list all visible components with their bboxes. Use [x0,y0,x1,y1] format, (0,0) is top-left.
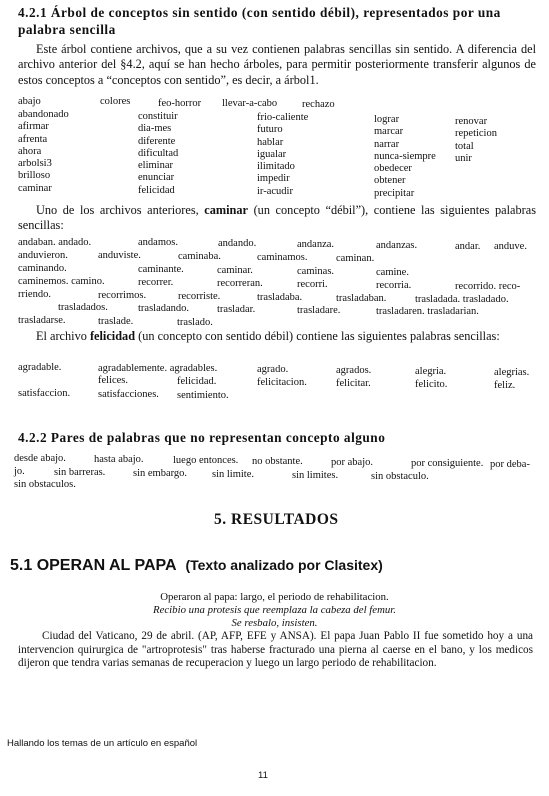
word-item: obedecer [374,163,412,175]
caminar-word: caminar. [217,265,253,276]
felicidad-word: alegrias. [494,367,530,378]
pair-word: luego entonces. [173,455,239,466]
caminar-word: caminan. [336,253,375,264]
pair-word: sin limite. [212,469,254,480]
pair-word: jo. [14,466,25,477]
caminar-word: trasladados. [58,302,108,313]
caminar-word: recorriste. [178,291,221,302]
headline-line-3: Se resbalo, insisten. [231,617,318,629]
caminar-word: anduve. [494,241,527,252]
pair-word: desde abajo. [14,453,66,464]
pair-word: por abajo. [331,457,373,468]
caminar-word: recorrimos. [98,290,147,301]
footer-title: Hallando los temas de un artículo en español [7,738,198,749]
word-item: hablar [257,136,284,148]
felicidad-word: agradable. [18,362,62,373]
word-item: felicidad [138,184,175,196]
word-item: arbolsi3 [18,158,52,170]
word-row1-1: colores [100,96,131,107]
caminar-word: recorreran. [217,278,263,289]
word-item: ilimitado [257,161,295,173]
word-row1-3: llevar-a-cabo [222,98,278,109]
caminar-word: caminas. [297,266,335,277]
caminar-word: traslade. [98,316,134,327]
pair-word: sin obstaculos. [14,479,76,490]
pair-word: no obstante. [252,456,303,467]
headline-line-2: Recibio una protesis que reemplaza la cabeza del femur. [153,604,396,616]
caminar-word: trasladare. [297,305,341,316]
word-item: caminar [18,182,52,194]
word-item: marcar [374,126,404,138]
felicidad-keyword: felicidad [89,329,136,343]
pair-word: sin embargo. [133,468,188,479]
headline-line-1: Operaron al papa: largo, el periodo de rehabilitacion. [160,591,389,603]
word-item: ahora [18,145,42,157]
word-column-2 [138,111,178,197]
felicidad-word: sentimiento. [177,390,229,401]
word-item: total [455,140,474,152]
felicidad-word: felicidad. [177,376,217,387]
caminar-word: andaban. andado. [18,237,92,248]
pair-word: por deba- [490,459,530,470]
pair-word: hasta abajo. [94,454,144,465]
section-51-title: 5.1 OPERAN AL PAPA (Texto analizado por Clasitex) [10,557,383,574]
word-item: frio-caliente [257,112,309,123]
word-item: unir [455,152,472,164]
felicidad-word: agradablemente. agradables. [98,363,218,374]
caminar-word: caminaba. [178,251,221,262]
section-421-title: 4.2.1 Árbol de conceptos sin sentido (con sentido débil), representados por una palabra sencilla [18,5,501,37]
caminar-word: andanzas. [376,240,418,251]
caminar-word: trasladarse. [18,315,66,326]
caminar-word: trasladaba. [257,292,303,303]
word-item: nunca-siempre [374,150,436,162]
felicidad-word: felices. [98,375,129,386]
word-item: diferente [138,135,176,147]
caminar-word: andando. [218,238,257,249]
news-body: Ciudad del Vaticano, 29 de abril. (AP, AFP, EFE y ANSA). El papa Juan Pablo II fue sometido hoy a una intervencion quirurgica de "artroprotesis" tras haberse fracturado una pierna al caerse en el bano, y los medicos dijeron que tendra varias semanas de recuperacion y luego un largo periodo de rehabilitacion. [18,630,533,669]
felicidad-intro: El archivo felicidad (un concepto con sentido débil) contiene las siguientes palabras sencillas: [36,329,500,343]
word-item: repeticion [455,128,497,140]
word-row1-4: rechazo [302,99,335,110]
word-item: igualar [257,148,287,160]
caminar-word: andamos. [138,237,178,248]
caminar-word: andanza. [297,239,335,250]
word-column-3 [257,112,308,198]
word-column-4 [374,114,436,200]
felicidad-word: felicito. [415,379,448,390]
caminar-word: caminante. [138,264,184,275]
word-item: impedir [257,173,290,185]
word-item: afirmar [18,121,49,133]
pair-word: sin barreras. [54,467,106,478]
felicidad-word: feliz. [494,380,516,391]
caminar-word: traslado. [177,317,213,328]
caminar-word: caminamos. [257,252,308,263]
caminar-word: trasladaren. trasladarian. [376,306,479,317]
caminar-word: trasladar. [217,304,256,315]
caminar-word: trasladando. [138,303,190,314]
page-number: 11 [258,770,268,781]
word-row1-2: feo-horror [158,98,202,109]
word-item: brilloso [18,170,51,182]
caminar-word: andar. [455,241,481,252]
caminar-word: caminando. [18,263,67,274]
caminar-word: recorria. [376,280,412,291]
caminar-word: trasladada. trasladado. [415,294,509,305]
section-5-title: 5. RESULTADOS [214,511,339,528]
section-421-intro: Este árbol contiene archivos, que a su vez contienen palabras sencillas sin sentido. A diferencia del archivo anterior del §4.2, aquí se han hecho árboles, para permitir posteriormente transferir algunos de estos conceptos a “conceptos con sentido”, es decir, a árbol1. [18,42,536,87]
caminar-word: recorri. [297,279,328,290]
caminar-word: recorrer. [138,277,174,288]
word-item: afrenta [18,133,48,145]
caminar-word: trasladaban. [336,293,387,304]
word-item: dificultad [138,147,179,159]
word-item: narrar [374,138,400,150]
caminar-word: recorrido. reco- [455,281,521,292]
word-item: abandonado [18,109,69,120]
pair-word: sin limites. [292,470,339,481]
pair-word: por consiguiente. [411,458,484,469]
word-column-5 [455,116,497,165]
word-item: ir-acudir [257,185,293,197]
caminar-word: rriendo. [18,289,51,300]
word-item: futuro [257,124,283,136]
word-item: obtener [374,175,406,187]
felicidad-word: satisfacciones. [98,389,159,400]
word-column-1 [18,109,69,195]
word-row1-0: abajo [18,96,41,107]
section-51-subtitle: (Texto analizado por Clasitex) [185,557,383,573]
felicidad-word: felicitar. [336,378,371,389]
felicidad-word: felicitacion. [257,377,307,388]
felicidad-word: alegria. [415,366,447,377]
word-item: enunciar [138,172,175,184]
caminar-word: anduvieron. [18,250,68,261]
word-item: lograr [374,114,400,125]
felicidad-word: satisfaccion. [18,388,71,399]
section-422-title: 4.2.2 Pares de palabras que no representan concepto alguno [18,430,386,445]
caminar-intro: Uno de los archivos anteriores, caminar (un concepto “débil”), contiene las siguientes palabras sencillas: [18,203,537,233]
caminar-word: camine. [376,267,409,278]
caminar-word: anduviste. [98,250,141,261]
word-item: constituir [138,111,178,122]
felicidad-word: agrado. [257,364,289,375]
felicidad-word: agrados. [336,365,372,376]
caminar-word: caminemos. camino. [18,276,105,287]
caminar-keyword: caminar [204,203,248,217]
word-item: dia-mes [138,123,172,135]
word-item: precipitar [374,187,415,199]
word-item: eliminar [138,160,173,172]
pair-word: sin obstaculo. [371,471,429,482]
word-item: renovar [455,116,488,127]
